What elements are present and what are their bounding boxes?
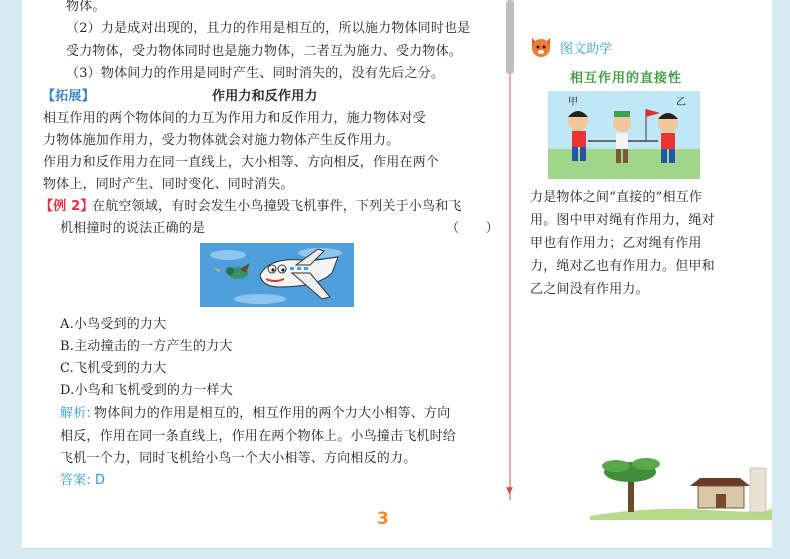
option-c: C.飞机受到的力大 <box>60 361 167 376</box>
text-line: 受力物体，受力物体同时也是施力物体，二者互为施力、受力物体。 <box>66 44 463 59</box>
scroll-down-arrow-icon[interactable]: ▼ <box>506 486 513 496</box>
text-line: （3）物体间力的作用是同时产生、同时消失的，没有先后之分。 <box>66 66 445 81</box>
fox-mascot-icon <box>528 34 556 60</box>
side-text-line: 力，绳对乙也有作用力。但甲和 <box>530 259 715 274</box>
example-question-line: 机相撞时的说法正确的是 <box>60 221 206 236</box>
option-d: D.小鸟和飞机受到的力一样大 <box>60 383 233 398</box>
column-divider <box>509 0 511 500</box>
side-text-line: 用。图中甲对绳有作用力，绳对 <box>530 213 715 228</box>
section-label: 图文助学 <box>560 42 613 57</box>
answer-blank: （ ） <box>446 221 499 236</box>
text-line: （2）力是成对出现的，且力的作用是相互的，所以施力物体同时也是 <box>66 21 471 36</box>
example-tag: 【例 2】 <box>40 199 94 214</box>
side-text-line: 甲也有作用力；乙对绳有作用 <box>530 236 702 251</box>
scrollbar-thumb[interactable] <box>506 0 514 74</box>
side-text-line: 力是物体之间“直接的”相互作 <box>530 190 703 205</box>
analysis-text-line: 相反，作用在同一条直线上，作用在两个物体上。小鸟撞击飞机时给 <box>60 429 457 444</box>
extension-text-line: 相互作用的两个物体间的力互为作用力和反作用力，施力物体对受 <box>43 111 426 126</box>
text-line: 物体。 <box>66 0 106 14</box>
analysis-label: 解析: <box>60 406 91 421</box>
option-b: B.主动撞击的一方产生的力大 <box>60 339 233 354</box>
answer-value: D <box>95 473 106 488</box>
option-a: A.小鸟受到的力大 <box>60 317 167 332</box>
label-yi: 乙 <box>676 97 686 108</box>
extension-text-line: 作用力和反作用力在同一直线上，大小相等、方向相反，作用在两个 <box>43 155 440 170</box>
bird-plane-illustration <box>200 243 354 307</box>
extension-tag: 【拓展】 <box>42 89 95 104</box>
answer-label: 答案: <box>60 473 91 488</box>
analysis-text-line: 飞机一个力，同时飞机给小鸟一个大小相等、方向相反的力。 <box>60 451 417 466</box>
label-jia: 甲 <box>568 97 578 108</box>
figure-title: 相互作用的直接性 <box>570 71 683 86</box>
extension-title: 作用力和反作用力 <box>212 89 318 104</box>
extension-text-line: 物体上，同时产生、同时变化、同时消失。 <box>43 177 294 192</box>
extension-text-line: 力物体施加作用力，受力物体就会对施力物体产生反作用力。 <box>43 133 400 148</box>
landscape-decoration <box>590 448 772 520</box>
tug-of-war-illustration <box>548 91 700 179</box>
side-text-line: 乙之间没有作用力。 <box>530 282 649 297</box>
example-question-line: 在航空领域，有时会发生小鸟撞毁飞机事件，下列关于小鸟和飞 <box>92 199 462 214</box>
analysis-text-line: 物体间力的作用是相互的，相互作用的两个力大小相等、方向 <box>94 406 451 421</box>
page-number: 3 <box>377 509 389 529</box>
